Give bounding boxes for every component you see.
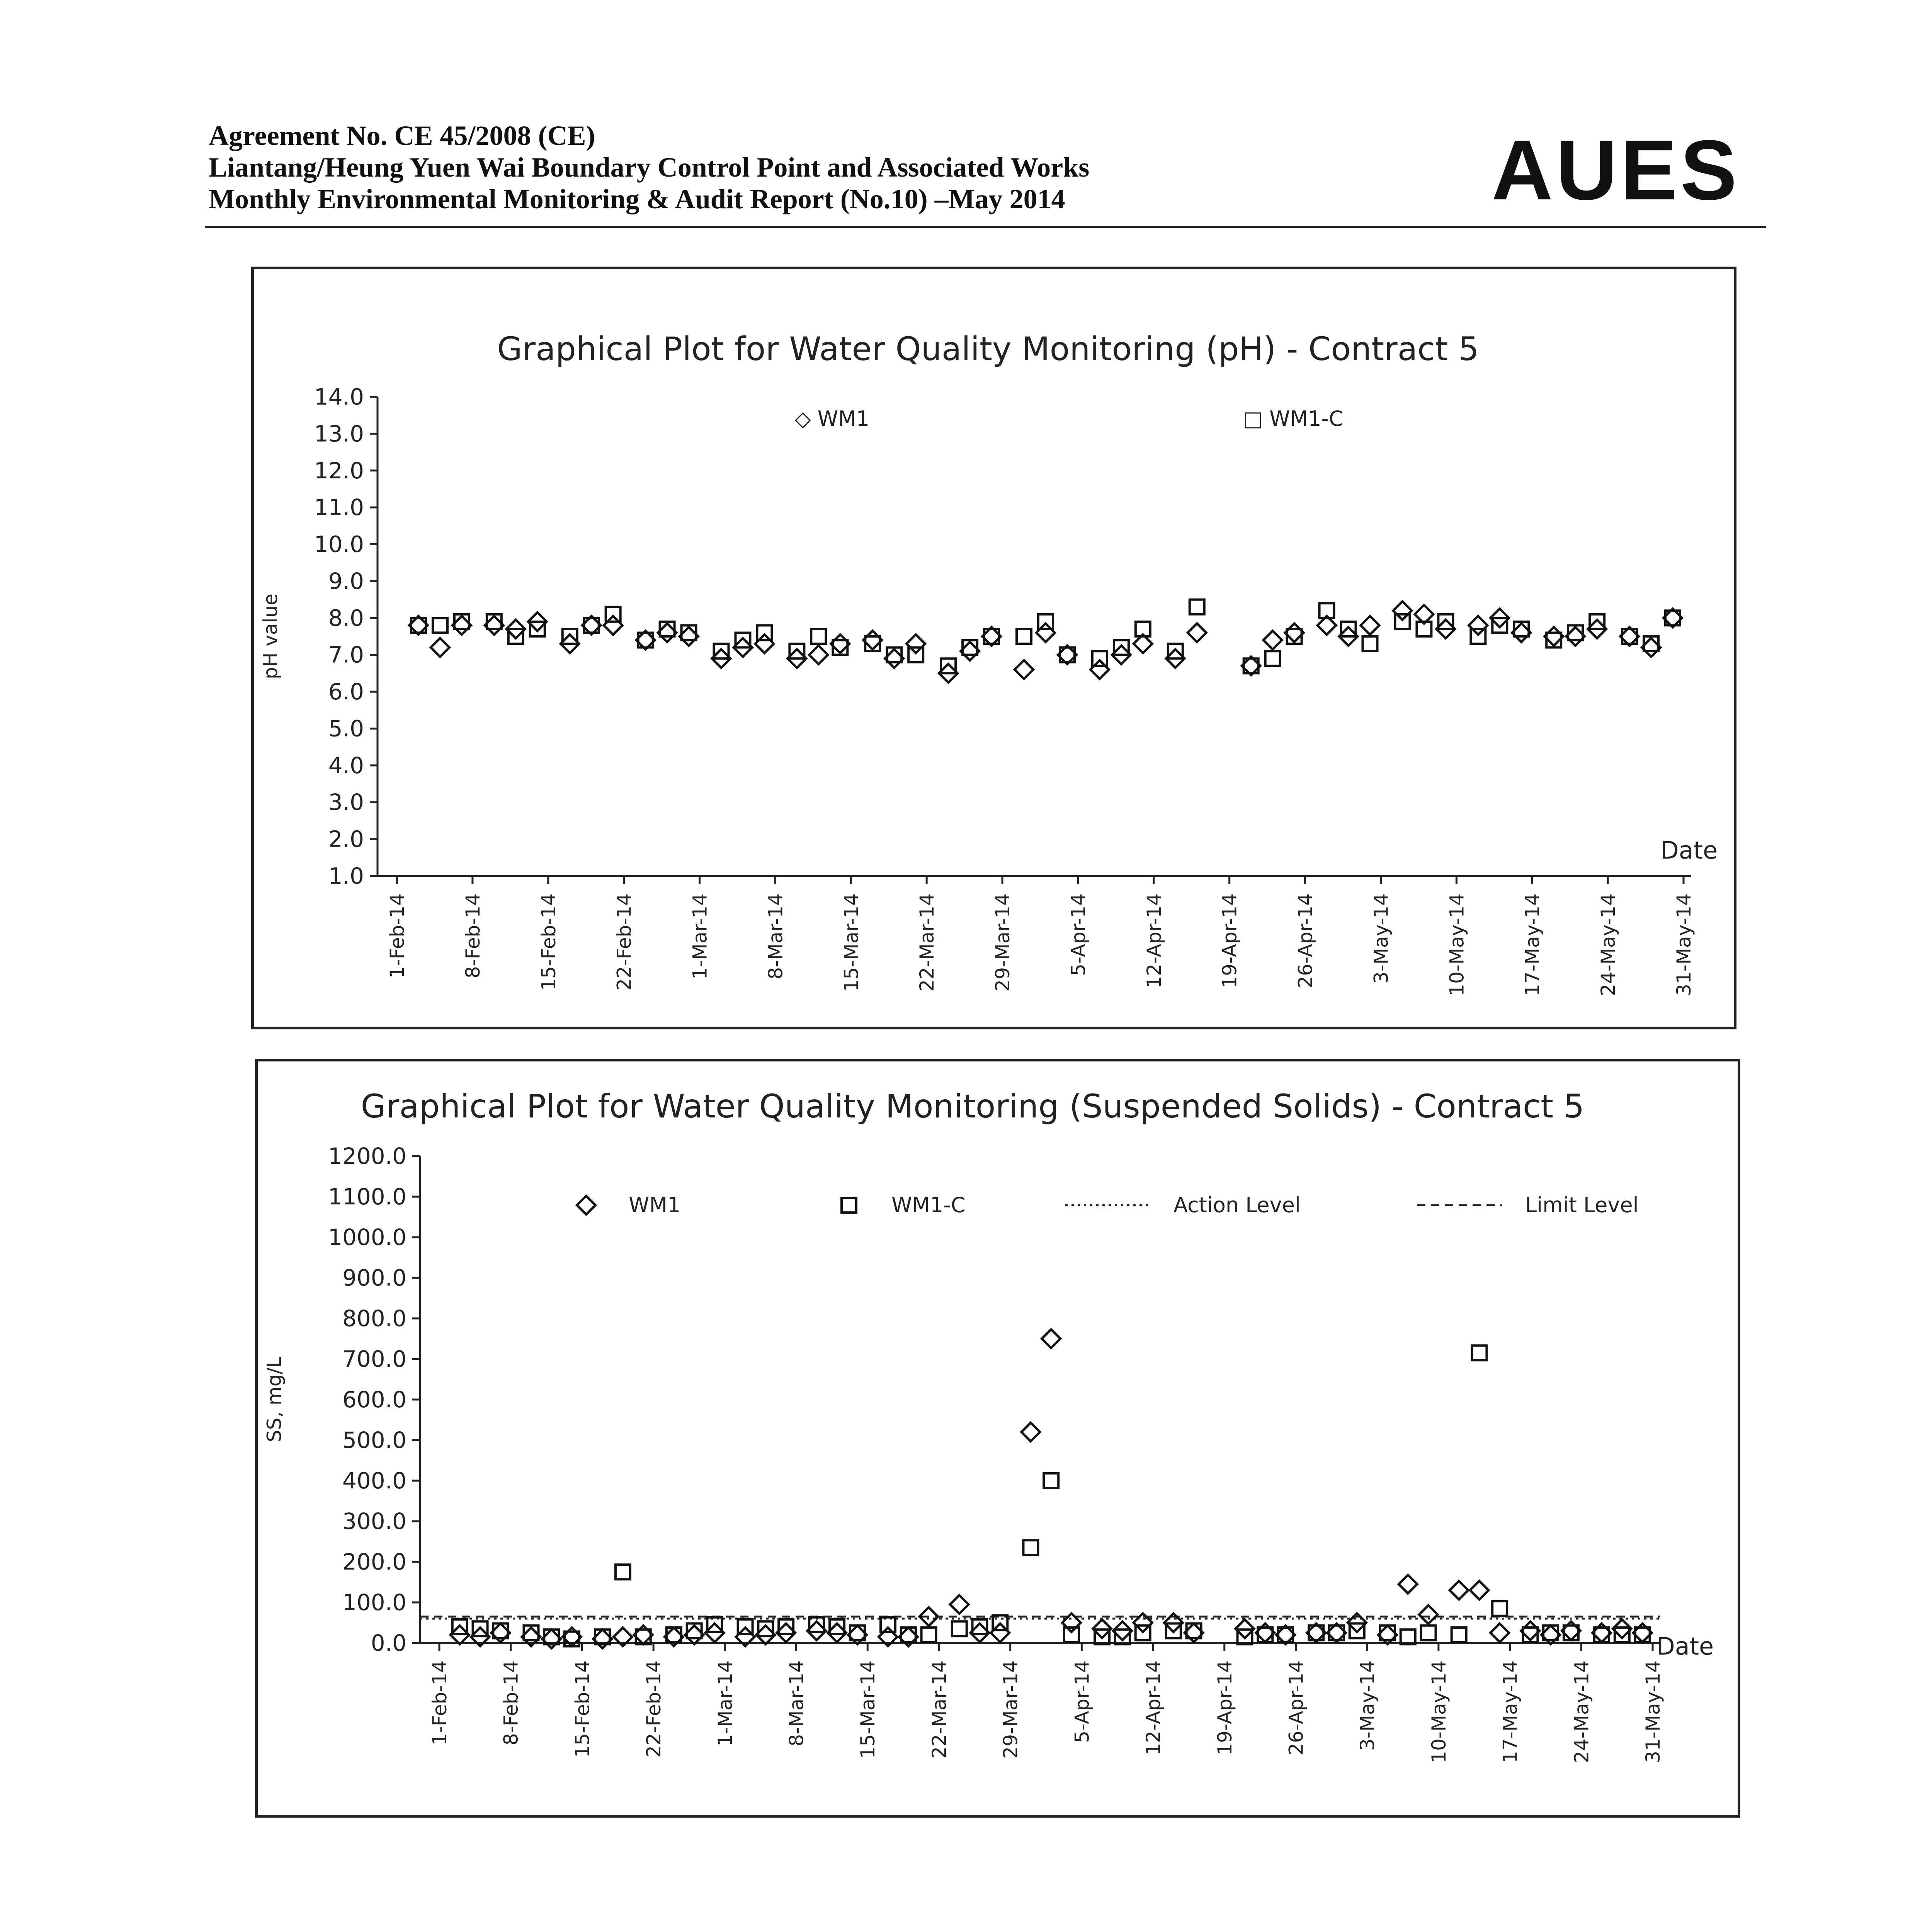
ph-x-tick-label: 31-May-14 [1673,893,1695,996]
ph-x-tick-label: 1-Feb-14 [386,893,408,979]
ph-y-tick-label: 14.0 [314,384,364,410]
ss-point-square [1044,1473,1058,1488]
ss-y-tick-label: 600.0 [342,1386,406,1413]
ss-legend-entry: WM1-C [891,1193,966,1217]
ph-y-tick-label: 11.0 [314,494,364,521]
ss-y-tick-label: 700.0 [342,1346,406,1372]
ph-y-axis-title: pH value [259,594,282,679]
ph-x-tick-label: 5-Apr-14 [1067,893,1090,976]
ph-point-square [563,629,577,644]
ss-x-tick-label: 8-Mar-14 [785,1660,808,1747]
ph-y-tick-label: 7.0 [328,641,364,668]
ss-point-square [779,1619,793,1634]
ph-x-tick-label: 22-Mar-14 [916,893,939,992]
ss-y-tick-label: 400.0 [342,1468,406,1494]
ph-x-tick-label: 3-May-14 [1370,893,1393,984]
ph-point-square [811,629,826,644]
ph-point-square [1114,640,1129,655]
ph-point-square [1590,614,1604,629]
ph-point-square [735,633,750,648]
ss-x-axis-title: Date [1656,1632,1714,1660]
ss-y-axis-title: SS, mg/L [263,1357,286,1442]
ph-point-square [1341,622,1356,636]
ss-point-square [758,1621,773,1636]
ss-point-diamond [1470,1581,1488,1600]
ph-y-tick-label: 5.0 [328,715,364,742]
header-agreement: Agreement No. CE 45/2008 (CE) [209,120,595,151]
ph-chart [254,269,1734,1027]
ph-point-square [530,622,545,636]
ss-x-tick-label: 5-Apr-14 [1071,1660,1094,1743]
ss-x-tick-label: 19-Apr-14 [1213,1660,1236,1755]
ph-point-square [509,629,523,644]
ss-y-tick-label: 1100.0 [328,1184,406,1210]
ss-x-tick-label: 1-Feb-14 [429,1660,451,1746]
ss-point-diamond [1450,1581,1468,1600]
report-header [209,120,1089,215]
ph-x-tick-label: 19-Apr-14 [1218,893,1241,988]
ph-x-tick-label: 26-Apr-14 [1294,893,1317,988]
ph-x-tick-label: 10-May-14 [1446,893,1468,996]
ph-point-diamond [1264,631,1282,650]
ss-y-tick-label: 900.0 [342,1265,406,1291]
ss-chart-title: Graphical Plot for Water Quality Monitoring (Suspended Solids) - Contract 5 [361,1087,1585,1125]
ss-chart [258,1061,1738,1815]
ss-point-square [1421,1626,1435,1640]
ss-legend-entry: WM1 [629,1193,681,1217]
ss-y-tick-label: 300.0 [342,1508,406,1534]
ph-chart-frame [251,267,1736,1029]
ss-x-tick-label: 17-May-14 [1499,1660,1522,1763]
ss-point-square [1023,1540,1038,1555]
ph-point-square [433,618,447,633]
ss-x-tick-label: 15-Feb-14 [571,1660,594,1758]
ph-x-tick-label: 8-Feb-14 [461,893,484,979]
ss-point-square [616,1565,630,1579]
ss-legend-key-square [842,1198,856,1213]
ss-legend-key-diamond [577,1196,595,1214]
aues-logo: AUES [1492,122,1740,218]
ss-x-tick-label: 24-May-14 [1570,1660,1593,1763]
ph-y-tick-label: 4.0 [328,752,364,779]
ss-x-tick-label: 26-Apr-14 [1285,1660,1308,1755]
ss-point-square [830,1619,844,1634]
ph-point-square [1395,614,1410,629]
ph-y-tick-label: 10.0 [314,531,364,558]
ph-x-tick-label: 15-Feb-14 [537,893,560,991]
ss-legend-entry: Action Level [1173,1193,1301,1217]
ss-x-tick-label: 22-Mar-14 [928,1660,951,1759]
ss-x-tick-label: 15-Mar-14 [857,1660,879,1759]
ph-point-diamond [1188,623,1206,642]
ph-point-square [941,658,956,673]
ss-x-tick-label: 12-Apr-14 [1142,1660,1165,1755]
ph-y-tick-label: 12.0 [314,457,364,484]
ph-point-square [1190,600,1204,614]
ph-point-diamond [1015,660,1033,679]
ss-x-tick-label: 8-Feb-14 [500,1660,522,1746]
ph-point-square [757,625,772,640]
ph-x-tick-label: 1-Mar-14 [689,893,711,980]
ph-point-diamond [1361,616,1379,634]
ph-x-tick-label: 22-Feb-14 [613,893,636,991]
ss-point-diamond [1042,1330,1060,1348]
ph-x-tick-label: 29-Mar-14 [992,893,1014,992]
ph-point-square [1038,614,1053,629]
ph-legend-entry: ◇ WM1 [795,406,870,431]
ph-point-square [1438,614,1453,629]
ss-point-square [1615,1628,1629,1642]
ss-point-diamond [950,1595,969,1614]
ph-x-tick-label: 8-Mar-14 [764,893,787,980]
ss-point-square [1472,1345,1486,1360]
ss-y-tick-label: 0.0 [371,1630,406,1656]
ph-point-square [789,644,804,658]
ph-y-tick-label: 8.0 [328,605,364,631]
header-project: Liantang/Heung Yuen Wai Boundary Control Point and Associated Works [209,152,1090,183]
ss-y-tick-label: 1200.0 [328,1143,406,1169]
ph-x-tick-label: 15-Mar-14 [840,893,863,992]
ph-point-square [1492,618,1507,633]
ph-point-square [1471,629,1485,644]
ph-chart-title: Graphical Plot for Water Quality Monitoring (pH) - Contract 5 [497,330,1479,368]
ss-point-square [952,1621,967,1636]
ss-y-tick-label: 800.0 [342,1305,406,1332]
ph-point-square [908,648,923,662]
ss-point-diamond [1399,1575,1417,1594]
ss-point-square [881,1617,895,1632]
ss-point-square [1064,1628,1079,1642]
ph-point-square [1265,651,1280,666]
ph-point-square [714,644,728,658]
ph-point-square [1092,651,1107,666]
ss-y-tick-label: 1000.0 [328,1224,406,1250]
ss-point-square [972,1619,987,1634]
ss-point-square [922,1628,936,1642]
ss-point-diamond [1021,1423,1040,1441]
ph-point-square [1362,636,1377,651]
ss-x-tick-label: 22-Feb-14 [643,1660,665,1758]
ss-x-tick-label: 1-Mar-14 [714,1660,736,1747]
ph-y-tick-label: 13.0 [314,420,364,447]
ss-point-square [1492,1601,1507,1616]
ss-point-diamond [1490,1624,1509,1642]
ph-x-tick-label: 12-Apr-14 [1143,893,1165,988]
ss-y-tick-label: 500.0 [342,1427,406,1453]
ph-y-tick-label: 3.0 [328,789,364,816]
ss-y-tick-label: 200.0 [342,1549,406,1575]
ph-point-square [1017,629,1031,644]
ph-point-diamond [809,646,828,664]
ss-y-tick-label: 100.0 [342,1589,406,1616]
ss-point-diamond [1419,1605,1437,1624]
ss-x-tick-label: 10-May-14 [1427,1660,1450,1763]
ph-y-tick-label: 6.0 [328,679,364,705]
ph-point-diamond [431,638,449,657]
ph-y-tick-label: 2.0 [328,826,364,852]
ph-point-square [606,607,621,622]
header-rule [205,226,1766,228]
header-report: Monthly Environmental Monitoring & Audit Report (No.10) –May 2014 [209,184,1065,214]
ss-point-square [1452,1628,1466,1642]
ph-point-square [1168,644,1183,658]
ss-x-tick-label: 31-May-14 [1642,1660,1664,1763]
ss-chart-frame [255,1059,1740,1818]
ph-x-tick-label: 17-May-14 [1521,893,1544,996]
ss-x-tick-label: 3-May-14 [1356,1660,1379,1751]
ph-legend-entry: □ WM1-C [1243,406,1344,431]
ph-y-tick-label: 9.0 [328,568,364,594]
ss-x-tick-label: 29-Mar-14 [999,1660,1022,1759]
ss-legend-entry: Limit Level [1525,1193,1639,1217]
ph-x-axis-title: Date [1660,836,1718,864]
ph-x-tick-label: 24-May-14 [1597,893,1620,996]
ph-y-tick-label: 1.0 [328,863,364,889]
